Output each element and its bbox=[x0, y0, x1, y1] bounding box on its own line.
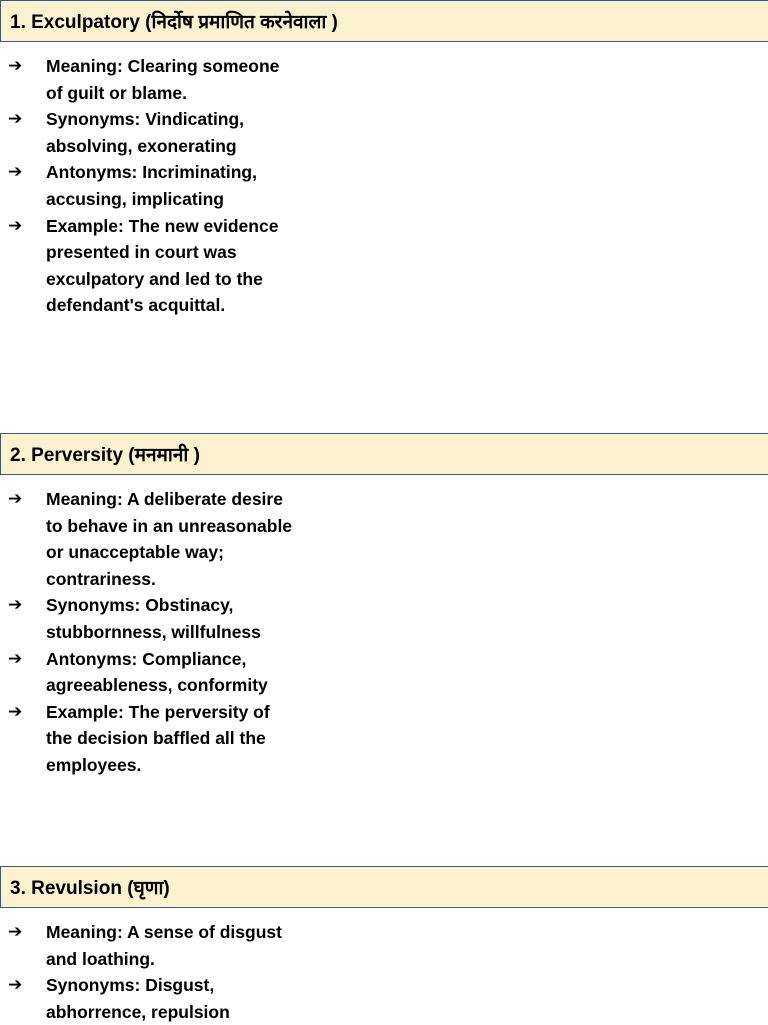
list-item-meaning bbox=[0, 53, 296, 106]
arrow-right-icon: ➔ bbox=[8, 701, 23, 722]
vocab-entry-exculpatory bbox=[0, 0, 768, 319]
item-text: Meaning: A deliberate desire to behave in an unreasonable or unacceptable way; contrariness. bbox=[46, 489, 293, 589]
arrow-right-icon: ➔ bbox=[8, 109, 23, 130]
item-text: Antonyms: Incriminating, accusing, implicating bbox=[46, 162, 257, 209]
list-item-synonyms bbox=[0, 972, 296, 1025]
arrow-right-icon: ➔ bbox=[8, 975, 23, 996]
list-item-example bbox=[0, 213, 296, 319]
list-item-example bbox=[0, 699, 296, 779]
entry-header: 1. Exculpatory (निर्दोष प्रमाणित करनेवाला ) bbox=[0, 0, 768, 42]
list-item-antonyms bbox=[0, 159, 296, 212]
list-item-meaning bbox=[0, 486, 296, 592]
entry-details-list bbox=[0, 919, 768, 1025]
vocab-entry-revulsion bbox=[0, 866, 768, 1025]
arrow-right-icon: ➔ bbox=[8, 489, 23, 509]
item-text: Example: The new evidence presented in court was exculpatory and led to the defendant's acquittal. bbox=[46, 215, 279, 316]
arrow-right-icon: ➔ bbox=[8, 595, 23, 616]
item-text: Meaning: Clearing someone of guilt or blame. bbox=[46, 56, 280, 103]
entry-header: 2. Perversity (मनमानी ) bbox=[0, 433, 768, 475]
arrow-right-icon: ➔ bbox=[8, 922, 23, 942]
item-text: Synonyms: Disgust, abhorrence, repulsion bbox=[46, 975, 230, 1022]
entry-header: 3. Revulsion (घृणा) bbox=[0, 866, 768, 908]
arrow-right-icon: ➔ bbox=[8, 648, 23, 669]
entry-details-list bbox=[0, 486, 768, 779]
item-text: Synonyms: Obstinacy, stubbornness, willfulness bbox=[46, 595, 261, 642]
arrow-right-icon: ➔ bbox=[8, 162, 23, 183]
list-item-meaning bbox=[0, 919, 296, 972]
item-text: Antonyms: Compliance, agreeableness, conformity bbox=[46, 648, 268, 696]
item-text: Example: The perversity of the decision baffled all the employees. bbox=[46, 701, 270, 775]
item-text: Synonyms: Vindicating, absolving, exonerating bbox=[46, 109, 245, 156]
list-item-synonyms bbox=[0, 592, 296, 645]
arrow-right-icon: ➔ bbox=[8, 215, 23, 236]
vocab-entry-perversity bbox=[0, 433, 768, 779]
list-item-synonyms bbox=[0, 106, 296, 159]
item-text: Meaning: A sense of disgust and loathing. bbox=[46, 922, 282, 969]
list-item-antonyms bbox=[0, 646, 296, 699]
entry-details-list bbox=[0, 53, 768, 319]
arrow-right-icon: ➔ bbox=[8, 56, 23, 76]
